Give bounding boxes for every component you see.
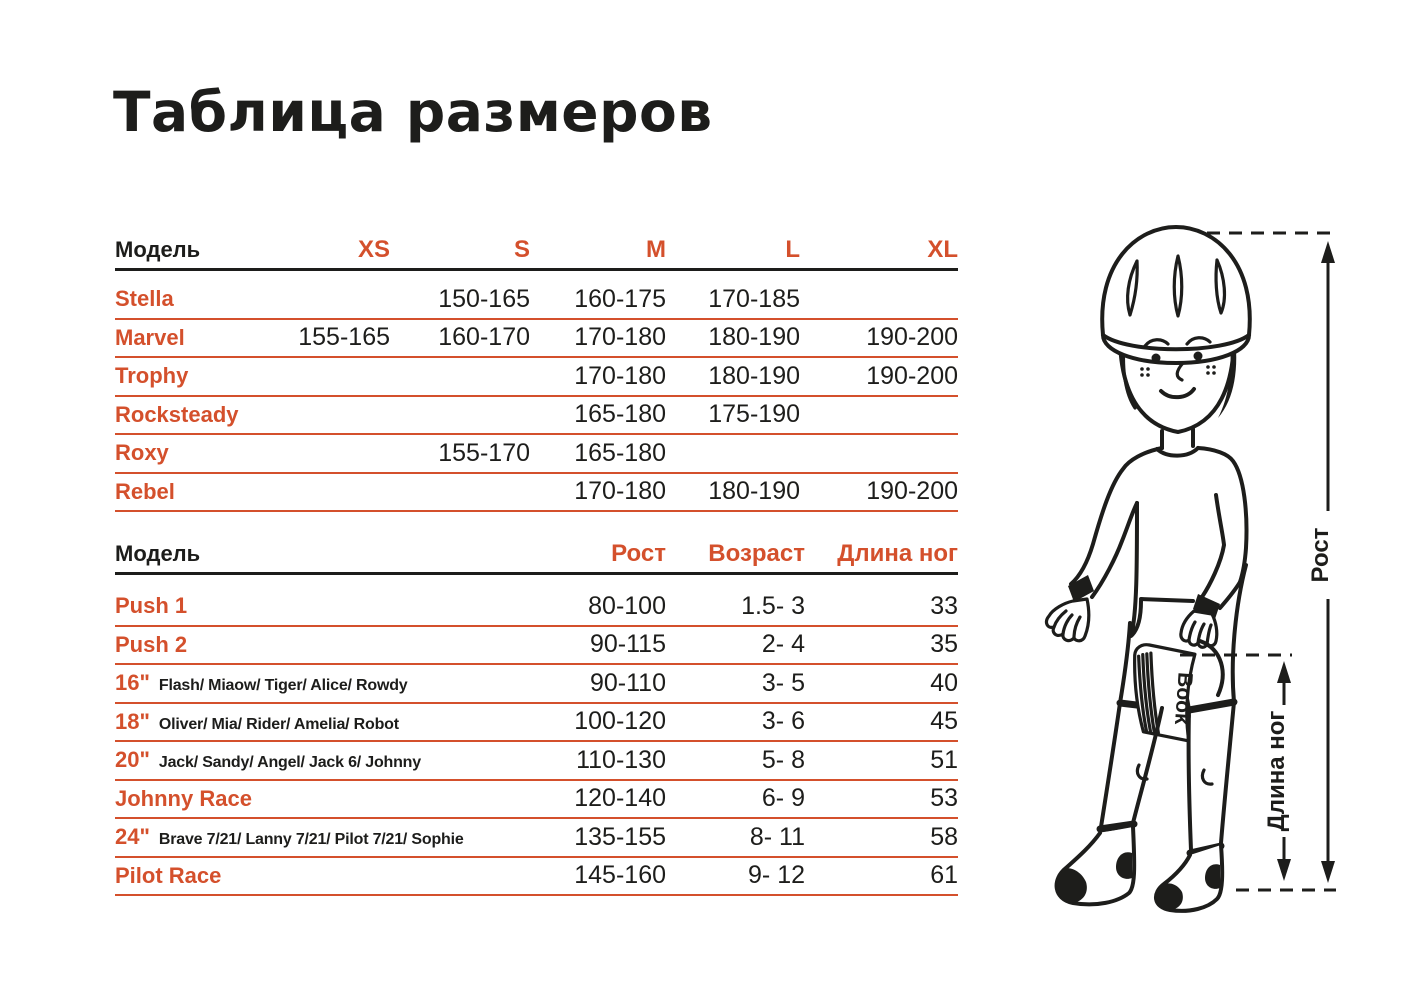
model-name-cell xyxy=(115,747,495,773)
value-cell: 45 xyxy=(930,707,958,736)
value-cell: 110-130 xyxy=(576,745,666,774)
model-name: Johnny Race xyxy=(115,785,252,811)
shirt-left-arm-inner xyxy=(1092,503,1137,597)
model-name-cell xyxy=(115,363,265,389)
value-cell: 61 xyxy=(930,861,958,890)
leg-right-inner xyxy=(1189,710,1191,850)
book-label: Book xyxy=(1170,671,1197,726)
value-cell: 190-200 xyxy=(866,477,958,506)
child-illustration xyxy=(1047,227,1250,911)
model-name-cell xyxy=(115,670,495,696)
value-cell: 9- 12 xyxy=(748,861,805,890)
column-header-model: Модель xyxy=(115,237,201,262)
table-row xyxy=(115,281,958,320)
value-cell: 100-120 xyxy=(574,707,666,736)
kids-size-table xyxy=(115,536,958,896)
table-row xyxy=(115,435,958,474)
shirt-hem xyxy=(1141,599,1193,601)
column-header: M xyxy=(646,236,666,263)
model-name: Roxy xyxy=(115,440,169,466)
model-name: Rebel xyxy=(115,478,175,504)
eye-right xyxy=(1194,352,1203,361)
value-cell: 40 xyxy=(930,668,958,697)
model-name-cell xyxy=(115,440,265,466)
column-header-model: Модель xyxy=(115,541,201,566)
shirt-left-arm xyxy=(1071,448,1162,584)
value-cell: 135-155 xyxy=(574,822,666,851)
table-row xyxy=(115,320,958,359)
column-header: Рост xyxy=(611,540,666,567)
table-row xyxy=(115,665,958,704)
value-cell: 170-180 xyxy=(574,323,666,352)
value-cell: 8- 11 xyxy=(749,822,805,851)
value-cell: 190-200 xyxy=(866,361,958,390)
adult-size-table xyxy=(115,232,958,512)
cuff-left xyxy=(1068,575,1094,602)
kids-table-header xyxy=(115,536,958,575)
leg-left-outer xyxy=(1101,703,1120,827)
value-cell: 35 xyxy=(930,630,958,659)
value-cell: 1.5- 3 xyxy=(741,591,805,620)
value-cell: 33 xyxy=(930,591,958,620)
value-cell: 170-180 xyxy=(574,361,666,390)
helmet-vent-middle xyxy=(1174,256,1182,316)
model-name-cell xyxy=(115,593,495,619)
value-cell: 165-180 xyxy=(574,400,666,429)
leg-right-outer xyxy=(1221,702,1234,843)
value-cell: 120-140 xyxy=(574,784,666,813)
value-cell: 150-165 xyxy=(438,284,530,313)
model-name: Push 1 xyxy=(115,593,188,619)
value-cell: 3- 6 xyxy=(761,707,805,736)
value-cell: 5- 8 xyxy=(761,745,805,774)
adult-table-header xyxy=(115,232,958,271)
value-cell: 3- 5 xyxy=(761,668,805,697)
model-name-cell xyxy=(115,402,265,428)
model-name-cell xyxy=(115,709,495,735)
value-cell: 190-200 xyxy=(866,323,958,352)
model-name-cell xyxy=(115,863,495,889)
value-cell: 160-170 xyxy=(438,323,530,352)
adult-table-body xyxy=(115,271,958,512)
column-header: XL xyxy=(927,236,958,263)
height-arrow xyxy=(1307,241,1335,883)
height-label: Рост xyxy=(1307,527,1334,583)
page-title: Таблица размеров xyxy=(113,80,713,144)
value-cell: 175-190 xyxy=(708,400,800,429)
model-name: 20" xyxy=(115,747,150,773)
column-header: Возраст xyxy=(708,540,805,567)
model-name-cell xyxy=(115,479,265,505)
value-cell: 145-160 xyxy=(574,861,666,890)
shorts-hem-right xyxy=(1189,702,1234,710)
child-measurement-figure xyxy=(1040,205,1419,955)
model-name: 16" xyxy=(115,670,150,696)
table-row xyxy=(115,588,958,627)
model-variants: Oliver/ Mia/ Rider/ Amelia/ Robot xyxy=(158,715,399,733)
table-row xyxy=(115,397,958,436)
table-row xyxy=(115,627,958,666)
eye-left xyxy=(1152,354,1161,363)
value-cell: 155-165 xyxy=(298,323,390,352)
column-header: XS xyxy=(357,236,390,263)
table-row xyxy=(115,474,958,513)
column-header: L xyxy=(785,236,800,263)
value-cell: 170-180 xyxy=(574,477,666,506)
value-cell: 90-115 xyxy=(590,630,666,659)
value-cell: 80-100 xyxy=(588,591,666,620)
value-cell: 51 xyxy=(930,745,958,774)
model-name: Rocksteady xyxy=(115,401,239,427)
column-header: S xyxy=(513,236,530,263)
model-variants: Jack/ Sandy/ Angel/ Jack 6/ Johnny xyxy=(158,754,421,772)
table-row xyxy=(115,858,958,897)
value-cell: 53 xyxy=(930,784,958,813)
model-name-cell xyxy=(115,786,495,812)
value-cell: 170-185 xyxy=(708,284,800,313)
shirt-right-arm-inner xyxy=(1202,495,1224,597)
model-name: Stella xyxy=(115,286,174,312)
value-cell: 165-180 xyxy=(574,438,666,467)
model-name: 18" xyxy=(115,708,150,734)
model-name-cell xyxy=(115,325,265,351)
value-cell: 180-190 xyxy=(708,361,800,390)
kids-table-body xyxy=(115,575,958,896)
value-cell: 58 xyxy=(930,822,958,851)
model-name: Push 2 xyxy=(115,631,188,657)
table-row xyxy=(115,819,958,858)
leg-length-label: Длина ног xyxy=(1263,710,1290,832)
value-cell: 2- 4 xyxy=(761,630,805,659)
value-cell: 6- 9 xyxy=(761,784,805,813)
knee-right xyxy=(1202,770,1212,784)
table-row xyxy=(115,781,958,820)
shirt-side-seam xyxy=(1131,503,1141,636)
model-name-cell xyxy=(115,824,495,850)
model-variants: Flash/ Miaow/ Tiger/ Alice/ Rowdy xyxy=(158,677,408,695)
model-variants: Brave 7/21/ Lanny 7/21/ Pilot 7/21/ Sophie xyxy=(158,831,464,849)
model-name: Marvel xyxy=(115,324,185,350)
value-cell: 90-110 xyxy=(590,668,666,697)
value-cell: 180-190 xyxy=(708,323,800,352)
model-name: Trophy xyxy=(115,363,189,389)
shorts-pocket xyxy=(1200,641,1223,695)
table-row xyxy=(115,704,958,743)
value-cell: 160-175 xyxy=(574,284,666,313)
table-row xyxy=(115,358,958,397)
model-name: Pilot Race xyxy=(115,862,222,888)
model-name-cell xyxy=(115,286,265,312)
model-name: 24" xyxy=(115,824,150,850)
value-cell: 180-190 xyxy=(708,477,800,506)
column-header: Длина ног xyxy=(837,540,958,567)
model-name-cell xyxy=(115,632,495,658)
value-cell: 155-170 xyxy=(438,438,530,467)
leg-length-arrow xyxy=(1263,661,1291,881)
table-row xyxy=(115,742,958,781)
shirt-right-side xyxy=(1198,448,1246,582)
